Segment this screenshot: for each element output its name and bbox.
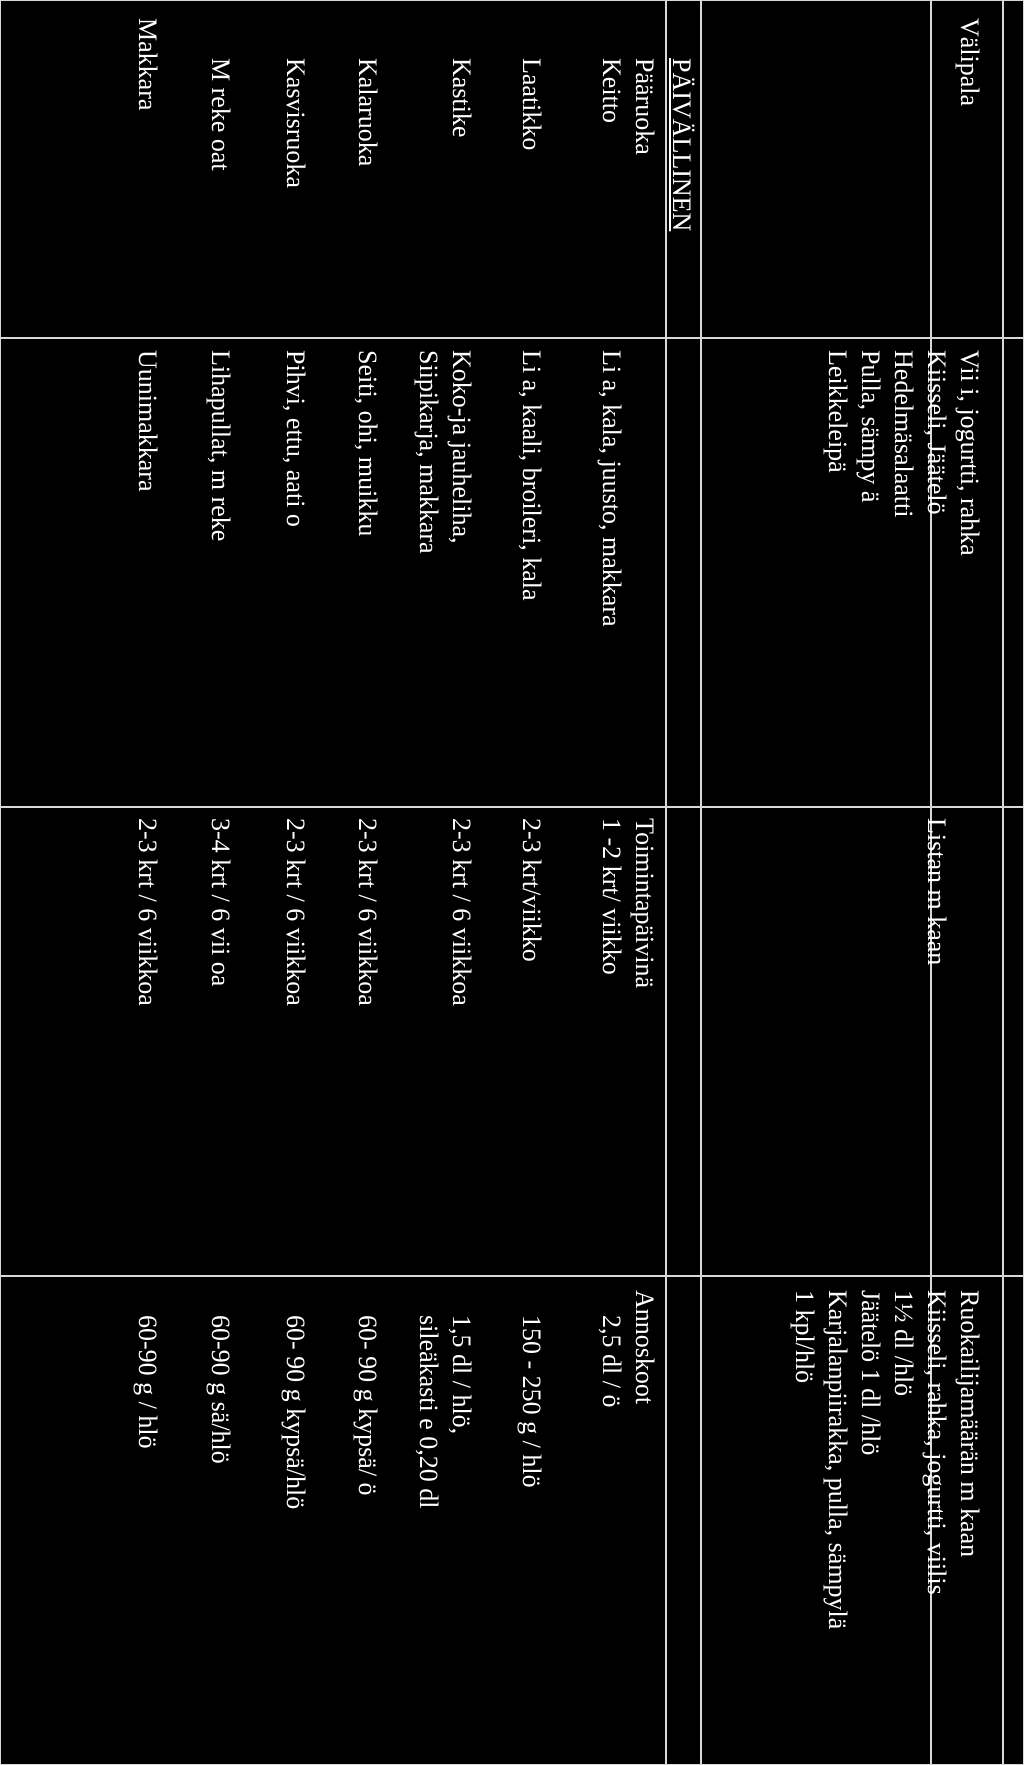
row-portions: 60- 90 g kypsä/ ö [353,1315,382,1496]
snack-frequency: Listan m kaan [922,818,951,966]
row-divider [1002,0,1004,1765]
snack-category: Välipala [955,18,984,107]
snack-portion-line: 1½ dl /hlö [889,1290,918,1397]
snack-option: Leikkeleipä [823,350,852,473]
row-frequency: 1 -2 krt/ viikko [597,818,626,975]
row-portion-line: sileäkasti e 0,20 dl [414,1315,443,1509]
row-category: Laatikko [517,58,546,151]
row-options: Li a, kaali, broileri, kala [517,350,546,601]
snack-option: Vii i, jogurtti, rahka [955,350,984,556]
row-option-line: Siipikarja, makkara [414,350,443,554]
row-frequency: 2-3 krt/viikko [517,818,546,962]
row-options [412,350,478,554]
snack-portion-line: Jäätelö 1 dl /hlö [856,1290,885,1456]
row-category: Kastike [447,58,476,138]
row-options: Seiti, ohi, muikku [353,350,382,537]
row-frequency: 2-3 krt / 6 viikkoa [281,818,310,1006]
row-frequency: 2-3 krt / 6 viikkoa [353,818,382,1006]
row-portions: 60-90 g / hlö [133,1315,162,1449]
header-portions: Annoskoot [630,1290,659,1405]
column-divider [0,806,1024,808]
row-portions: 60- 90 g kypsä/hlö [281,1315,310,1510]
row-category: Makkara [133,18,162,111]
row-portions: 150 - 250 g / hlö [517,1315,546,1488]
row-frequency: 2-3 krt / 6 viikkoa [447,818,476,1006]
header-main-course: Pääruoka [630,58,659,155]
row-frequency: 3-4 krt / 6 vii oa [206,818,235,987]
section-title: PÄIVÄLLINEN [667,58,696,232]
row-portions: 60-90 g sä/hlö [206,1315,235,1464]
row-frequency: 2-3 krt / 6 viikkoa [133,818,162,1006]
snack-portion-line: Ruokailijamäärän m kaan [955,1290,984,1558]
snack-portion-line: 1 kpl/hlö [790,1290,819,1384]
row-options: Li a, kala, juusto, makkara [597,350,626,627]
row-category: Keitto [597,58,626,123]
row-category: Kalaruoka [353,58,382,167]
column-divider [0,337,1024,339]
row-category: Kasvisruoka [281,58,310,188]
row-category: M reke oat [206,58,235,171]
snack-portions [788,1290,986,1629]
snack-option: Hedelmäsalaatti [889,350,918,518]
column-divider [0,1275,1024,1277]
row-options: Uunimakkara [133,350,162,492]
snack-option: Kiisseli, Jäätelö [922,350,951,515]
row-divider [700,0,702,1765]
row-portions [412,1315,478,1509]
row-portions: 2,5 dl / ö [597,1315,626,1408]
row-portion-line: 1,5 dl / hlö, [447,1315,476,1435]
snack-portion-line: Karjalanpiirakka, pulla, sämpylä [823,1290,852,1630]
header-frequency: Toimintapäivinä [630,818,659,989]
snack-options [821,350,986,556]
row-options: Pihvi, ettu, aati o [281,350,310,527]
row-options: Lihapullat, m reke [206,350,235,542]
snack-portion-line: Kiisseli, rahka, jogurtti, viilis [922,1290,951,1595]
row-option-line: Koko-ja jauheliha, [447,350,476,544]
row-divider [665,0,667,1765]
snack-option: Pulla, sämpy ä [856,350,885,503]
